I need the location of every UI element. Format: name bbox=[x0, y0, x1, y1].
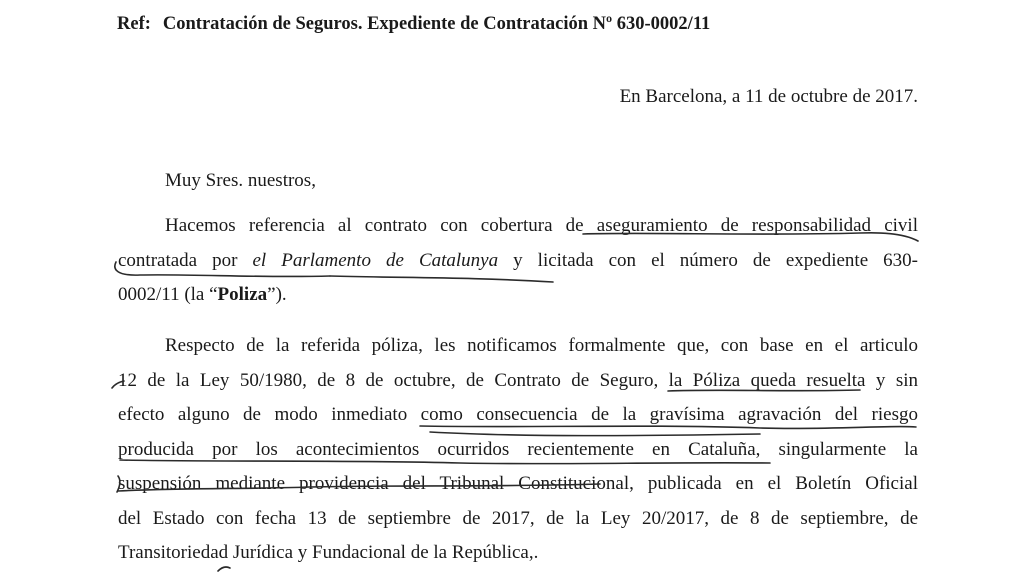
paragraph-2-line-6: del Estado con fecha 13 de septiembre de 2017, de la Ley 20/2017, de 8 de septiembre, de bbox=[118, 507, 918, 529]
paragraph-2-line-3: efecto alguno de modo inmediato como consecuencia de la gravísima agravación del riesgo bbox=[118, 404, 918, 425]
parlament-name: el Parlamento de Catalunya bbox=[252, 249, 499, 271]
letter-date: En Barcelona, a 11 de octubre de 2017. bbox=[619, 86, 918, 107]
reference-text: Contratación de Seguros. Expediente de Contratación Nº 630-0002/11 bbox=[162, 14, 711, 34]
paragraph-2-line-2: 12 de la Ley 50/1980, de 8 de octubre, de Contrato de Seguro, la Póliza queda resuelta y sin bbox=[118, 369, 918, 391]
poliza-term: Poliza bbox=[217, 284, 268, 305]
salutation: Muy Sres. nuestros, bbox=[165, 170, 316, 191]
paragraph-2-line-4: producida por los acontecimientos ocurridos recientemente en Cataluña, singularmente la bbox=[118, 438, 918, 460]
paragraph-1-line-1: Hacemos referencia al contrato con cobertura de aseguramiento de responsabilidad civil bbox=[165, 215, 918, 236]
paragraph-1-line-2: contratada por el Parlamento de Catalunya y licitada con el número de expediente 630- bbox=[118, 249, 918, 271]
reference-label: Ref: bbox=[117, 14, 151, 34]
paragraph-2-line-1: Respecto de la referida póliza, les notificamos formalmente que, con base en el articulo bbox=[165, 335, 918, 356]
paragraph-2 bbox=[118, 329, 918, 571]
reference-line bbox=[117, 14, 710, 35]
paragraph-1 bbox=[118, 209, 918, 313]
paragraph-2-line-7: Transitoriedad Jurídica y Fundacional de la República,. bbox=[118, 542, 539, 563]
paragraph-2-line-5: suspensión mediante providencia del Tribunal Constitucional, publicada en el Boletín Oficial bbox=[118, 473, 918, 494]
paragraph-1-line-3: 0002/11 (la “Poliza”). bbox=[118, 284, 287, 305]
